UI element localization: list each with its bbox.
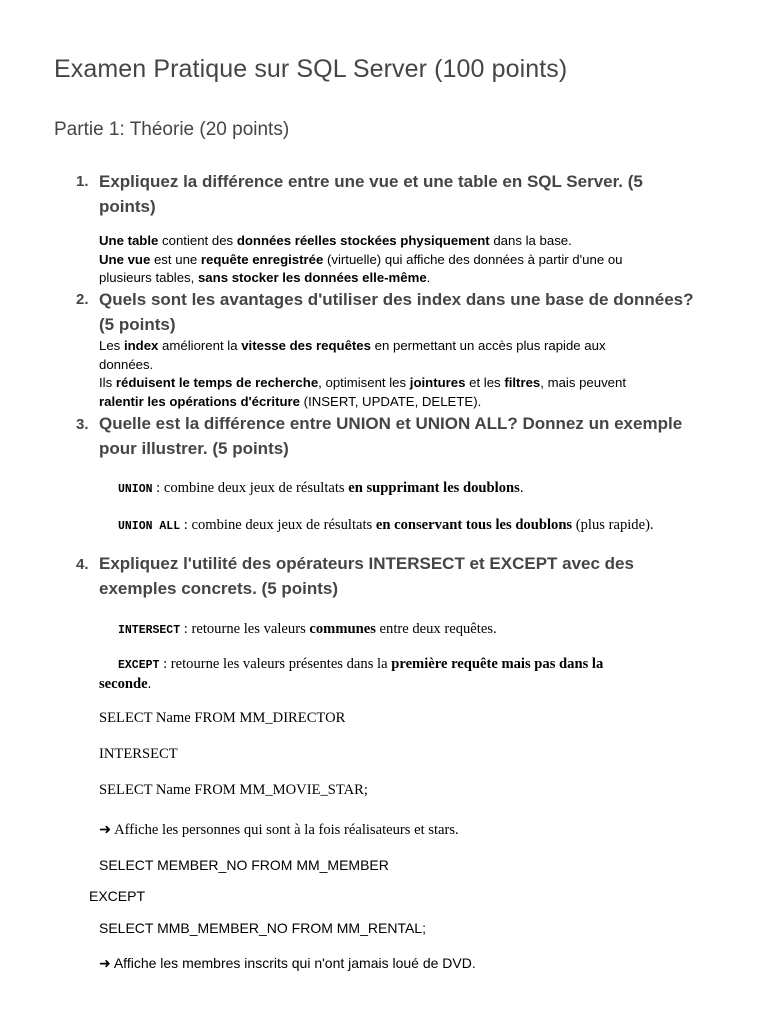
document-title: Examen Pratique sur SQL Server (100 points) — [54, 55, 568, 83]
union-all-explanation: UNION ALL : combine deux jeux de résultats en conservant tous les doublons (plus rapide). — [118, 517, 654, 533]
question-number: 3. — [76, 416, 89, 433]
intersect-explanation: INTERSECT : retourne les valeurs communes entre deux requêtes. — [118, 621, 497, 637]
question-4-text — [99, 551, 699, 601]
code-keyword: UNION — [118, 483, 153, 496]
code-keyword: INTERSECT — [118, 624, 181, 637]
sql-line: SELECT MEMBER_NO FROM MM_MEMBER — [99, 857, 389, 873]
answer-1 — [99, 232, 699, 288]
question-line: pour illustrer. (5 points) — [99, 439, 289, 458]
answer-line: Ils réduisent le temps de recherche, optimisent les jointures et les filtres, mais peuvent — [99, 375, 627, 391]
answer-line: ralentir les opérations d'écriture (INSERT, UPDATE, DELETE). — [99, 393, 482, 409]
sql-line: INTERSECT — [99, 746, 178, 762]
answer-line: Une table contient des données réelles stockées physiquement dans la base. — [99, 233, 572, 248]
except-explanation-cont: seconde. — [99, 676, 152, 692]
question-line: exemples concrets. (5 points) — [99, 579, 339, 598]
question-line: (5 points) — [99, 315, 176, 334]
union-explanation: UNION : combine deux jeux de résultats en supprimant les doublons. — [118, 480, 524, 496]
code-keyword: EXCEPT — [118, 659, 160, 672]
question-number: 2. — [76, 291, 89, 308]
except-explanation: EXCEPT : retourne les valeurs présentes dans la première requête mais pas dans la — [118, 656, 604, 672]
answer-line: Une vue est une requête enregistrée (virtuelle) qui affiche des données à partir d'une ou — [99, 251, 623, 267]
question-3-text — [99, 411, 699, 461]
answer-line: Les index améliorent la vitesse des requêtes en permettant un accès plus rapide aux — [99, 338, 606, 353]
sql-line: SELECT MMB_MEMBER_NO FROM MM_RENTAL; — [99, 920, 426, 936]
question-number: 4. — [76, 556, 89, 573]
question-line: Expliquez l'utilité des opérateurs INTERSECT et EXCEPT avec des — [99, 554, 634, 573]
code-keyword: UNION ALL — [118, 520, 181, 533]
result-note: ➜ Affiche les personnes qui sont à la fois réalisateurs et stars. — [99, 822, 459, 838]
question-line: Quelle est la différence entre UNION et UNION ALL? Donnez un exemple — [99, 414, 683, 433]
question-line: Quels sont les avantages d'utiliser des index dans une base de données? — [99, 290, 694, 309]
question-number: 1. — [76, 173, 89, 190]
answer-2 — [99, 337, 699, 411]
sql-line: EXCEPT — [89, 888, 146, 904]
result-note: ➜ Affiche les membres inscrits qui n'ont jamais loué de DVD. — [99, 955, 476, 971]
question-line: Expliquez la différence entre une vue et une table en SQL Server. (5 — [99, 172, 643, 191]
question-line: points) — [99, 197, 156, 216]
section-heading: Partie 1: Théorie (20 points) — [54, 119, 290, 140]
answer-line: données. — [99, 356, 154, 372]
question-2-text — [99, 287, 699, 337]
sql-line: SELECT Name FROM MM_DIRECTOR — [99, 710, 346, 726]
answer-line: plusieurs tables, sans stocker les données elle-même. — [99, 270, 431, 286]
question-1-text — [99, 169, 699, 219]
sql-line: SELECT Name FROM MM_MOVIE_STAR; — [99, 782, 368, 798]
